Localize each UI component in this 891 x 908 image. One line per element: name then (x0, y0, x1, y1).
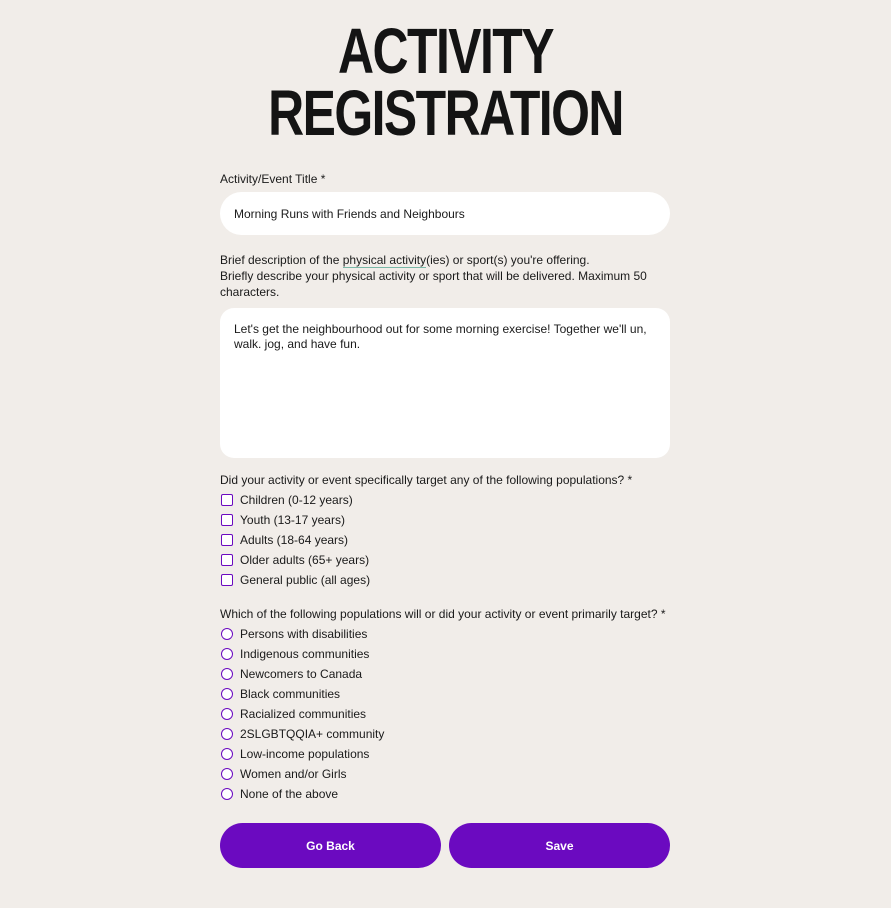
title-input[interactable] (220, 192, 670, 235)
population-options (220, 624, 670, 804)
age-option[interactable] (220, 530, 670, 550)
option-label: General public (all ages) (240, 573, 371, 587)
population-option[interactable] (220, 784, 670, 804)
checkbox[interactable] (221, 494, 233, 506)
population-option[interactable] (220, 704, 670, 724)
population-option[interactable] (220, 684, 670, 704)
checkbox[interactable] (221, 514, 233, 526)
page-title-line2: REGISTRATION (268, 77, 623, 149)
physical-activity-link[interactable]: physical activity (342, 253, 427, 267)
title-input-value: Morning Runs with Friends and Neighbours (234, 206, 465, 221)
radio-button[interactable] (221, 628, 233, 640)
population-question-label: Which of the following populations will or did your activity or event primarily target? * (220, 607, 666, 621)
population-option[interactable] (220, 644, 670, 664)
page-title (98, 15, 793, 149)
radio-button[interactable] (221, 668, 233, 680)
option-label: Racialized communities (240, 707, 367, 721)
option-label: Indigenous communities (240, 647, 370, 661)
page-title-line1: ACTIVITY (338, 15, 553, 87)
description-label-text: Brief description of the (220, 253, 343, 267)
option-label: Low-income populations (240, 747, 370, 761)
save-button[interactable]: Save (449, 823, 670, 868)
radio-button[interactable] (221, 748, 233, 760)
radio-button[interactable] (221, 688, 233, 700)
age-question-label: Did your activity or event specifically target any of the following populations? * (220, 473, 633, 487)
activity-form (220, 171, 670, 804)
radio-button[interactable] (221, 708, 233, 720)
option-label: Newcomers to Canada (240, 667, 363, 681)
title-field-label: Activity/Event Title * (220, 172, 326, 186)
option-label: Black communities (240, 687, 341, 701)
description-label-suffix: (ies) or sport(s) you're offering. (426, 253, 590, 267)
option-label: Youth (13-17 years) (240, 513, 345, 527)
population-option[interactable] (220, 744, 670, 764)
form-actions (220, 823, 670, 868)
option-label: Adults (18-64 years) (240, 533, 349, 547)
option-label: Persons with disabilities (240, 627, 368, 641)
radio-button[interactable] (221, 768, 233, 780)
go-back-button[interactable]: Go Back (220, 823, 441, 868)
age-option[interactable] (220, 550, 670, 570)
radio-button[interactable] (221, 788, 233, 800)
option-label: None of the above (240, 787, 339, 801)
population-option[interactable] (220, 624, 670, 644)
option-label: 2SLGBTQQIA+ community (240, 727, 385, 741)
radio-button[interactable] (221, 728, 233, 740)
option-label: Women and/or Girls (240, 767, 347, 781)
radio-button[interactable] (221, 648, 233, 660)
age-option[interactable] (220, 570, 670, 590)
age-options (220, 490, 670, 590)
population-option[interactable] (220, 764, 670, 784)
option-label: Older adults (65+ years) (240, 553, 370, 567)
option-label: Children (0-12 years) (240, 493, 353, 507)
checkbox[interactable] (221, 534, 233, 546)
description-help: Briefly describe your physical activity or sport that will be delivered. Maximum 50 characters. (220, 269, 647, 299)
description-value: Let's get the neighbourhood out for some morning exercise! Together we'll un, walk. jog, and have fun. (234, 322, 647, 351)
checkbox[interactable] (221, 554, 233, 566)
population-option[interactable] (220, 664, 670, 684)
description-textarea[interactable] (220, 308, 670, 458)
age-option[interactable] (220, 510, 670, 530)
description-label (220, 252, 670, 300)
age-option[interactable] (220, 490, 670, 510)
checkbox[interactable] (221, 574, 233, 586)
population-option[interactable] (220, 724, 670, 744)
